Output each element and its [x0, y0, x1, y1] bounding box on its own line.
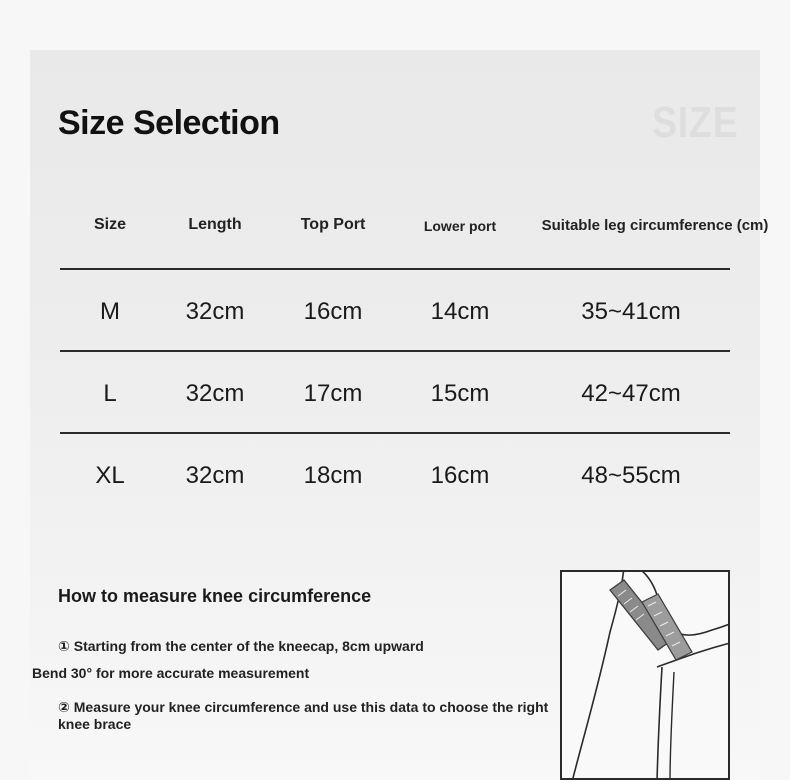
header-lower-port: Lower port [423, 218, 497, 234]
cell-length: 32cm [185, 462, 245, 489]
cell-length: 32cm [185, 298, 245, 325]
cell-lower-port: 15cm [430, 380, 490, 407]
knee-measuring-tape-icon [560, 570, 730, 780]
table-divider [60, 432, 730, 434]
cell-lower-port: 16cm [430, 462, 490, 489]
cell-size: M [100, 298, 120, 325]
step-1: ① Starting from the center of the kneecap, 8cm upward [58, 638, 424, 654]
header-size: Size [93, 216, 126, 233]
header-top-port: Top Port [300, 216, 366, 233]
cell-leg-circumference: 35~41cm [581, 298, 681, 325]
step-1-continued: Bend 30° for more accurate measurement [32, 665, 310, 681]
step-2-line-1: ② Measure your knee circumference and use this data to choose the right [58, 699, 549, 715]
step-2-line-2: knee brace [58, 716, 132, 732]
cell-length: 32cm [185, 380, 245, 407]
cell-top-port: 17cm [303, 380, 363, 407]
cell-top-port: 16cm [303, 298, 363, 325]
cell-lower-port: 14cm [430, 298, 490, 325]
cell-top-port: 18cm [303, 462, 363, 489]
cell-size: L [103, 380, 117, 407]
howto-title: How to measure knee circumference [58, 586, 372, 606]
page-title: Size Selection [58, 104, 280, 142]
table-divider [60, 268, 730, 270]
header-length: Length [188, 216, 242, 233]
table-divider [60, 350, 730, 352]
header-leg-circumference: Suitable leg circumference (cm) [541, 217, 769, 234]
cell-size: XL [95, 462, 125, 489]
watermark-text: SIZE [652, 98, 739, 147]
cell-leg-circumference: 48~55cm [581, 462, 681, 489]
cell-leg-circumference: 42~47cm [581, 380, 681, 407]
